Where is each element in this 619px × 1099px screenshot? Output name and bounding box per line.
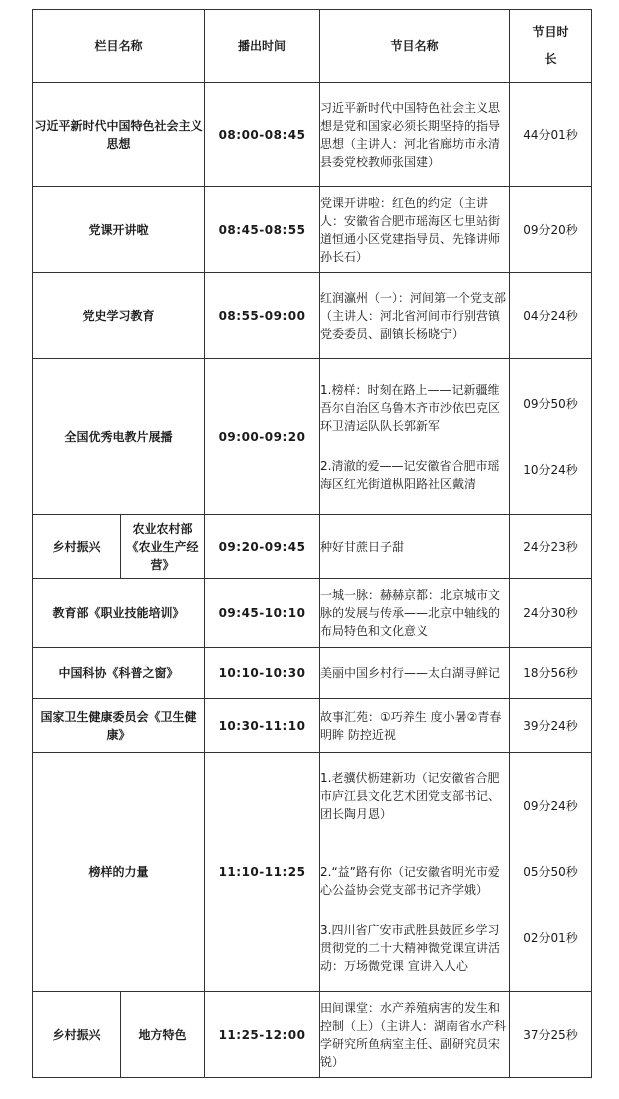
- duration-item: 09分24秒: [523, 799, 578, 813]
- program-name: 田间课堂：水产养殖病害的发生和控制（上）（主讲人：湖南省水产科学研究所鱼病室主任、副研究员宋锐）: [320, 992, 510, 1078]
- header-column-name: 栏目名称: [33, 10, 205, 83]
- column-name: 习近平新时代中国特色社会主义思想: [33, 83, 205, 187]
- air-time: 08:45-08:55: [205, 187, 320, 273]
- air-time: 09:45-10:10: [205, 579, 320, 648]
- program-item: 2.“益”路有你（记安徽省明光市爱心公益协会党支部书记齐学娥）: [320, 865, 500, 897]
- program-name: [320, 359, 510, 515]
- duration-item: 05分50秒: [523, 865, 578, 879]
- header-duration: 节目时长: [510, 10, 592, 83]
- table-row: [33, 515, 592, 579]
- program-name: 红润瀛州（一）：河间第一个党支部（主讲人：河北省河间市行别营镇党委委员、副镇长杨晓宁）: [320, 273, 510, 359]
- duration-item: 02分01秒: [523, 931, 578, 945]
- program-name: 习近平新时代中国特色社会主义思想是党和国家必须长期坚持的指导思想（主讲人：河北省廊坊市永清县委党校教师张国建）: [320, 83, 510, 187]
- program-name: 一城一脉：赫赫京都：北京城市文脉的发展与传承——北京中轴线的布局特色和文化意义: [320, 579, 510, 648]
- column-name: 全国优秀电教片展播: [33, 359, 205, 515]
- duration: 09分20秒: [510, 187, 592, 273]
- header-air-time: 播出时间: [205, 10, 320, 83]
- air-time: 08:00-08:45: [205, 83, 320, 187]
- table-row: [33, 699, 592, 753]
- column-name: 榜样的力量: [33, 753, 205, 992]
- duration: 18分56秒: [510, 648, 592, 699]
- air-time: 09:00-09:20: [205, 359, 320, 515]
- duration: [510, 359, 592, 515]
- table-row: [33, 187, 592, 273]
- column-name: 党史学习教育: [33, 273, 205, 359]
- program-item: 3.四川省广安市武胜县鼓匠乡学习贯彻党的二十大精神微党课宣讲活动：万场微党课 宣讲入人心: [320, 923, 501, 973]
- duration: [510, 753, 592, 992]
- table-row: [33, 273, 592, 359]
- column-name: 教育部《职业技能培训》: [33, 579, 205, 648]
- column-name: 中国科协《科普之窗》: [33, 648, 205, 699]
- program-name: 故事汇苑：①巧养生 度小暑②青春明眸 防控近视: [320, 699, 510, 753]
- program-name: 党课开讲啦：红色的约定（主讲人：安徽省合肥市瑶海区七里站街道恒通小区党建指导员、先锋讲师孙长石）: [320, 187, 510, 273]
- air-time: 08:55-09:00: [205, 273, 320, 359]
- column-name-right: 农业农村部《农业生产经营》: [121, 515, 205, 579]
- duration: 37分25秒: [510, 992, 592, 1078]
- duration: 24分23秒: [510, 515, 592, 579]
- program-item: 1.榜样：时刻在路上——记新疆维吾尔自治区乌鲁木齐市沙依巴克区环卫清运队队长郭新军: [320, 382, 501, 433]
- program-name: [320, 753, 510, 992]
- program-name: 种好甘蔗日子甜: [320, 515, 510, 579]
- air-time: 09:20-09:45: [205, 515, 320, 579]
- column-name: 国家卫生健康委员会《卫生健康》: [33, 699, 205, 753]
- table-row: [33, 579, 592, 648]
- air-time: 11:10-11:25: [205, 753, 320, 992]
- duration-item: 09分50秒: [523, 396, 578, 411]
- duration: 04分24秒: [510, 273, 592, 359]
- duration-item: 10分24秒: [523, 462, 578, 477]
- column-name-right: 地方特色: [121, 992, 205, 1078]
- duration: 24分30秒: [510, 579, 592, 648]
- table-row: [33, 83, 592, 187]
- program-item: 2.清澈的爱——记安徽省合肥市瑶海区红光街道枞阳路社区戴清: [320, 458, 500, 491]
- duration: 44分01秒: [510, 83, 592, 187]
- duration: 39分24秒: [510, 699, 592, 753]
- table-row: [33, 359, 592, 515]
- program-name: 美丽中国乡村行——太白湖寻鲜记: [320, 648, 510, 699]
- air-time: 10:10-10:30: [205, 648, 320, 699]
- air-time: 11:25-12:00: [205, 992, 320, 1078]
- column-name-left: 乡村振兴: [33, 992, 121, 1078]
- column-name: 党课开讲啦: [33, 187, 205, 273]
- table-row: [33, 992, 592, 1078]
- table-row: [33, 753, 592, 992]
- column-name-left: 乡村振兴: [33, 515, 121, 579]
- table-row: [33, 648, 592, 699]
- header-program-name: 节目名称: [320, 10, 510, 83]
- schedule-table: [32, 9, 592, 1078]
- program-item: 1.老骥伏枥建新功（记安徽省合肥市庐江县文化艺术团党支部书记、团长陶月恩）: [320, 771, 501, 821]
- header-row: [33, 10, 592, 83]
- air-time: 10:30-11:10: [205, 699, 320, 753]
